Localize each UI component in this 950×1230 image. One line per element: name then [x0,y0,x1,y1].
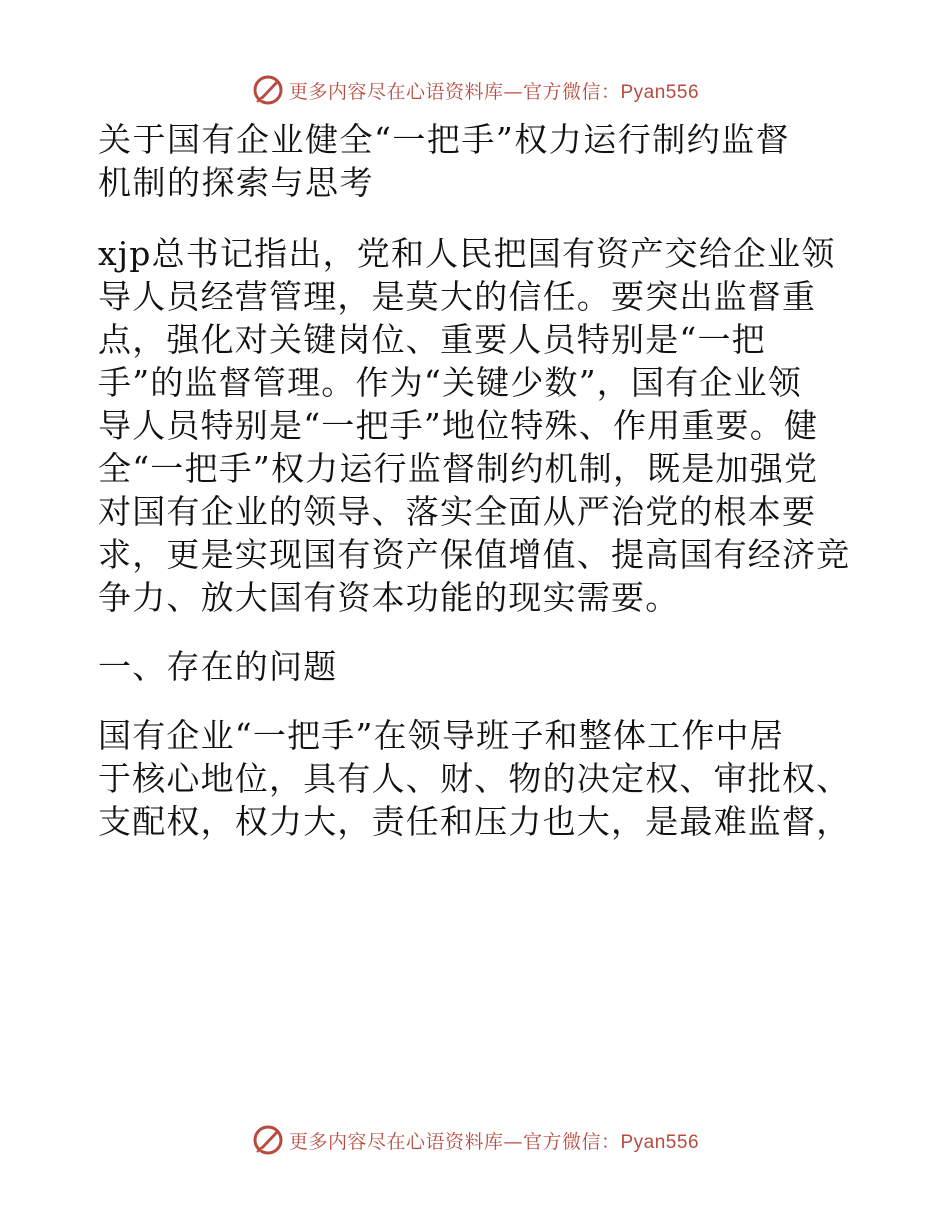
banner-main-text: 更多内容尽在心语资料库 [288,1130,504,1153]
paragraph-problems [98,714,858,843]
banner-text [289,1127,699,1154]
paragraph-line: 争力、放大国有资本功能的现实需要。 [98,578,680,617]
paragraph-line: 导人员特别是“一把手”地位特殊、作用重要。健 [98,406,819,445]
paragraph-line: xjp总书记指出，党和人民把国有资产交给企业领 [98,234,836,273]
paragraph-line: 导人员经营管理，是莫大的信任。要突出监督重 [98,277,817,316]
paragraph-line: 手”的监督管理。作为“关键少数”，国有企业领 [98,363,803,402]
paragraph-intro [98,232,858,619]
quill-logo-icon [251,1123,285,1157]
banner-dash: — [503,1130,523,1153]
paragraph-line: 对国有企业的领导、落实全面从严治党的根本要 [98,492,817,531]
banner-text [289,77,699,104]
title-line: 关于国有企业健全“一把手”权力运行制约监督 [98,120,791,159]
banner-wechat-label: 官方微信： [522,80,621,103]
title-line: 机制的探索与思考 [98,163,374,202]
header-watermark-banner [0,70,950,110]
document-title [98,118,858,204]
banner-dash: — [503,80,523,103]
banner-wechat-id: Pyan556 [620,81,700,103]
banner-wechat-label: 官方微信： [522,1130,621,1153]
banner-main-text: 更多内容尽在心语资料库 [288,80,504,103]
quill-logo-icon [251,73,285,107]
paragraph-line: 全“一把手”权力运行监督制约机制，既是加强党 [98,449,819,488]
banner-wechat-id: Pyan556 [620,1131,700,1153]
paragraph-line: 于核心地位，具有人、财、物的决定权、审批权、 [98,759,851,798]
paragraph-line: 求，更是实现国有资产保值增值、提高国有经济竞 [98,535,851,574]
paragraph-line: 国有企业“一把手”在领导班子和整体工作中居 [98,716,784,755]
document-body [98,118,858,843]
paragraph-line: 支配权，权力大，责任和压力也大，是最难监督， [98,802,851,841]
section-heading: 一、存在的问题 [98,647,338,686]
footer-watermark-banner [0,1120,950,1160]
paragraph-line: 点，强化对关键岗位、重要人员特别是“一把 [98,320,766,359]
